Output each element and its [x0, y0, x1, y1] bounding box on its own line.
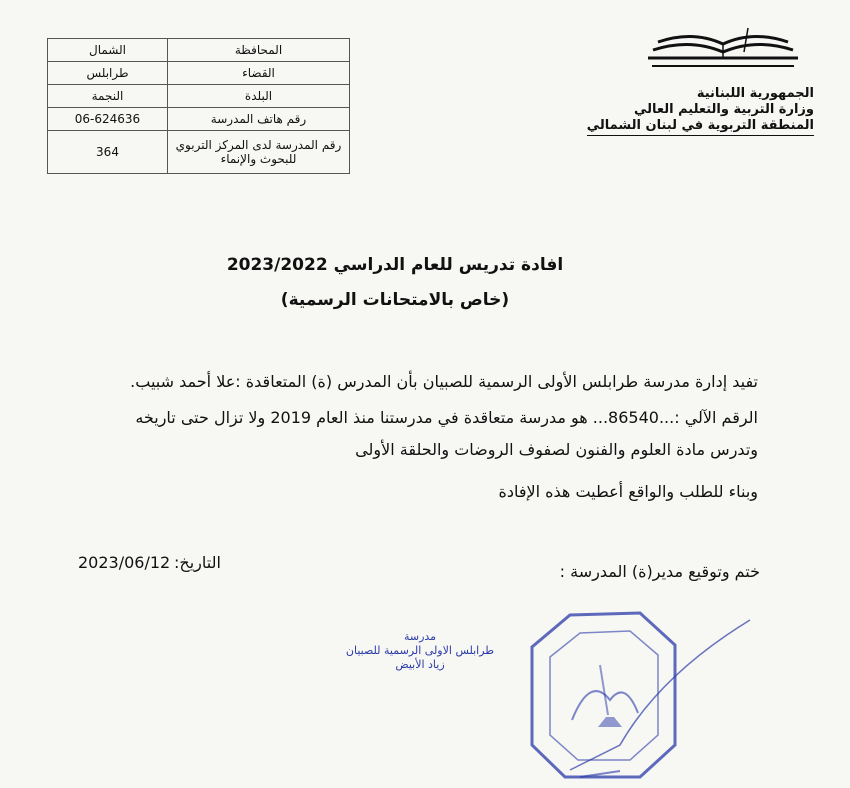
- table-row: [48, 85, 350, 108]
- table-row: [48, 131, 350, 174]
- stamp-line: مدرسة: [403, 630, 437, 643]
- info-label: القضاء: [168, 62, 350, 85]
- info-value: طرابلس: [48, 62, 168, 85]
- info-value: النجمة: [48, 85, 168, 108]
- signature-label: ختم وتوقيع مدير(ة) المدرسة :: [559, 562, 760, 581]
- official-seal-icon: [510, 595, 760, 785]
- info-label: البلدة: [168, 85, 350, 108]
- ministry-header: [587, 86, 814, 136]
- table-row: [48, 108, 350, 131]
- info-label: رقم المدرسة لدى المركز التربوي للبحوث والإنماء: [168, 131, 350, 174]
- director-stamp: [345, 630, 495, 672]
- info-label: رقم هاتف المدرسة: [168, 108, 350, 131]
- header-line: الجمهورية اللبنانية: [696, 86, 814, 101]
- body-paragraph: وبناء للطلب والواقع أعطيت هذه الإفادة: [498, 482, 758, 501]
- stamp-line: زياد الأبيض: [395, 658, 445, 671]
- date-label: التاريخ:: [174, 553, 221, 572]
- info-value: 364: [48, 131, 168, 174]
- date-value: 2023/06/12: [78, 553, 171, 572]
- body-paragraph: وتدرس مادة العلوم والفنون لصفوف الروضات والحلقة الأولى: [355, 440, 758, 459]
- page-title: افادة تدريس للعام الدراسي 2023/2022: [226, 255, 564, 275]
- school-info-table: [47, 38, 350, 174]
- stamp-line: طرابلس الاولى الرسمية للصبيان: [345, 644, 495, 657]
- body-paragraph: تفيد إدارة مدرسة طرابلس الأولى الرسمية للصبيان بأن المدرس (ة) المتعاقدة :علا أحمد شبيب.: [130, 372, 758, 391]
- table-row: [48, 62, 350, 85]
- body-paragraph: الرقم الآلي :...86540... هو مدرسة متعاقدة في مدرستنا منذ العام 2019 ولا تزال حتى تاريخه: [135, 408, 758, 427]
- header-line: المنطقة التربوية في لبنان الشمالي: [587, 118, 814, 136]
- info-value: 06-624636: [48, 108, 168, 131]
- header-line: وزارة التربية والتعليم العالي: [633, 102, 814, 117]
- info-label: المحافظة: [168, 39, 350, 62]
- table-row: [48, 39, 350, 62]
- page-subtitle: (خاص بالامتحانات الرسمية): [280, 290, 510, 310]
- ministry-book-logo-icon: [648, 22, 798, 82]
- info-value: الشمال: [48, 39, 168, 62]
